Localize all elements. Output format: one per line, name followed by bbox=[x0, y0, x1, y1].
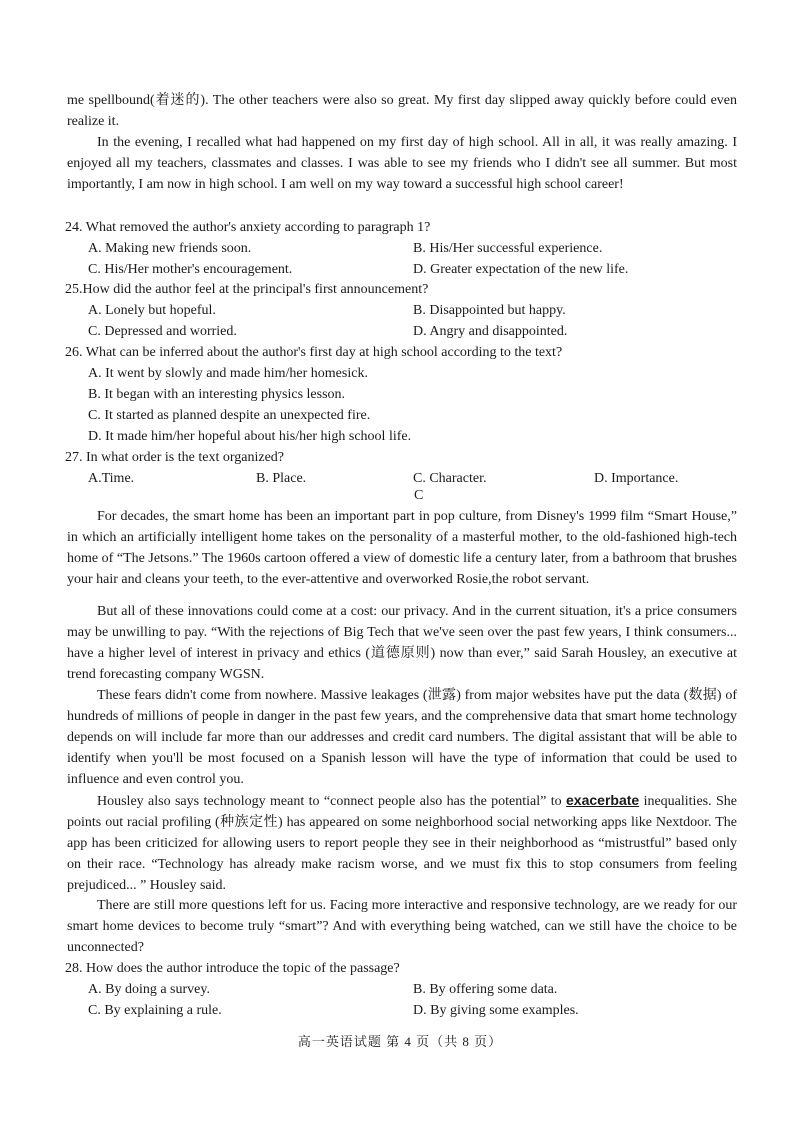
passage-b-paragraph: In the evening, I recalled what had happened on my first day of high school. All in all, it was really amazing. I enjoyed all my teachers, classmates and classes. I was able to see my friends who I didn't see all summer. But most importantly, I am now in high school. I am well on my way toward a successful high school career! bbox=[67, 135, 737, 192]
passage-c-paragraph-4 bbox=[67, 790, 737, 896]
section-c-heading: C bbox=[414, 488, 424, 503]
question-24-option-b: B. His/Her successful experience. bbox=[413, 241, 603, 256]
question-24-option-d: D. Greater expectation of the new life. bbox=[413, 262, 629, 277]
passage-c-paragraph-5: There are still more questions left for us. Facing more interactive and responsive technology, are we ready for our smart home devices to become truly “smart”? And with everything being watched, can we still have the choice to be unconnected? bbox=[67, 898, 737, 955]
question-28-option-a: A. By doing a survey. bbox=[88, 982, 210, 997]
question-25-option-d: D. Angry and disappointed. bbox=[413, 324, 568, 339]
paragraph-4-text-before: Housley also says technology meant to “connect people also has the potential” to bbox=[97, 794, 567, 809]
question-28-option-c: C. By explaining a rule. bbox=[88, 1003, 222, 1018]
question-28-stem: 28. How does the author introduce the topic of the passage? bbox=[65, 961, 400, 976]
paragraph-4-text-after: inequalities. She points out racial profiling (种族定性) has appeared on some neighborhood social networking apps like Nextdoor. The app has been criticized for allowing users to report people they see in their neighborhood as “mistrustful” based only on their race. “Technology has already make racism worse, and we must fix this to stop consumers from feeling prejudiced... ” Housley said. bbox=[67, 794, 737, 893]
question-25-option-b: B. Disappointed but happy. bbox=[413, 303, 566, 318]
question-24-option-a: A. Making new friends soon. bbox=[88, 241, 252, 256]
question-28-option-b: B. By offering some data. bbox=[413, 982, 558, 997]
passage-c-paragraph-1: For decades, the smart home has been an important part in pop culture, from Disney's 1999 film “Smart House,” in which an artificially intelligent home takes on the personality of a masterful mother, to the old-fashioned high-tech home of “The Jetsons.” The 1960s cartoon offered a view of domestic life a century later, from a bathroom that brushes your hair and cleans your teeth, to the ever-attentive and overworked Rosie,the robot servant. bbox=[67, 509, 737, 587]
question-27-option-b: B. Place. bbox=[256, 471, 307, 486]
page-footer: 高一英语试题 第 4 页（共 8 页） bbox=[297, 1034, 503, 1049]
question-27-option-d: D. Importance. bbox=[594, 471, 679, 486]
question-25-option-c: C. Depressed and worried. bbox=[88, 324, 237, 339]
question-26-option-a: A. It went by slowly and made him/her homesick. bbox=[88, 366, 368, 381]
question-26-option-d: D. It made him/her hopeful about his/her high school life. bbox=[88, 429, 412, 444]
question-26-stem: 26. What can be inferred about the author's first day at high school according to the text? bbox=[65, 345, 563, 360]
passage-c-paragraph-3: These fears didn't come from nowhere. Massive leakages (泄露) from major websites have put the data (数据) of hundreds of millions of people in danger in the past few years, and the comprehensive data that smart home technology depends on will include far more than our addresses and credit card numbers. The digital assistant that will be able to identify when you'll be most focused on a Spanish lesson will have the type of information that could be used to influence and even control you. bbox=[67, 688, 737, 787]
question-26-option-b: B. It began with an interesting physics lesson. bbox=[88, 387, 346, 402]
question-25-option-a: A. Lonely but hopeful. bbox=[88, 303, 216, 318]
question-28-option-d: D. By giving some examples. bbox=[413, 1003, 579, 1018]
question-25-stem: 25.How did the author feel at the principal's first announcement? bbox=[65, 282, 429, 297]
vocabulary-keyword: exacerbate bbox=[566, 792, 640, 808]
passage-c-paragraph-2: But all of these innovations could come at a cost: our privacy. And in the current situation, it's a price consumers may be unwilling to pay. “With the rejections of Big Tech that we've seen over the past few years, I think consumers... have a higher level of interest in privacy and ethics (道德原则) now than ever,” said Sarah Housley, an executive at trend forecasting company WGSN. bbox=[67, 604, 737, 682]
question-24-stem: 24. What removed the author's anxiety according to paragraph 1? bbox=[65, 220, 431, 235]
question-24-option-c: C. His/Her mother's encouragement. bbox=[88, 262, 293, 277]
question-26-option-c: C. It started as planned despite an unexpected fire. bbox=[88, 408, 371, 423]
question-27-stem: 27. In what order is the text organized? bbox=[65, 450, 285, 465]
passage-b-paragraph: me spellbound(着迷的). The other teachers were also so great. My first day slipped away quickly before could even realize it. bbox=[67, 93, 737, 129]
question-27-option-a: A.Time. bbox=[88, 471, 135, 486]
question-27-option-c: C. Character. bbox=[413, 471, 487, 486]
